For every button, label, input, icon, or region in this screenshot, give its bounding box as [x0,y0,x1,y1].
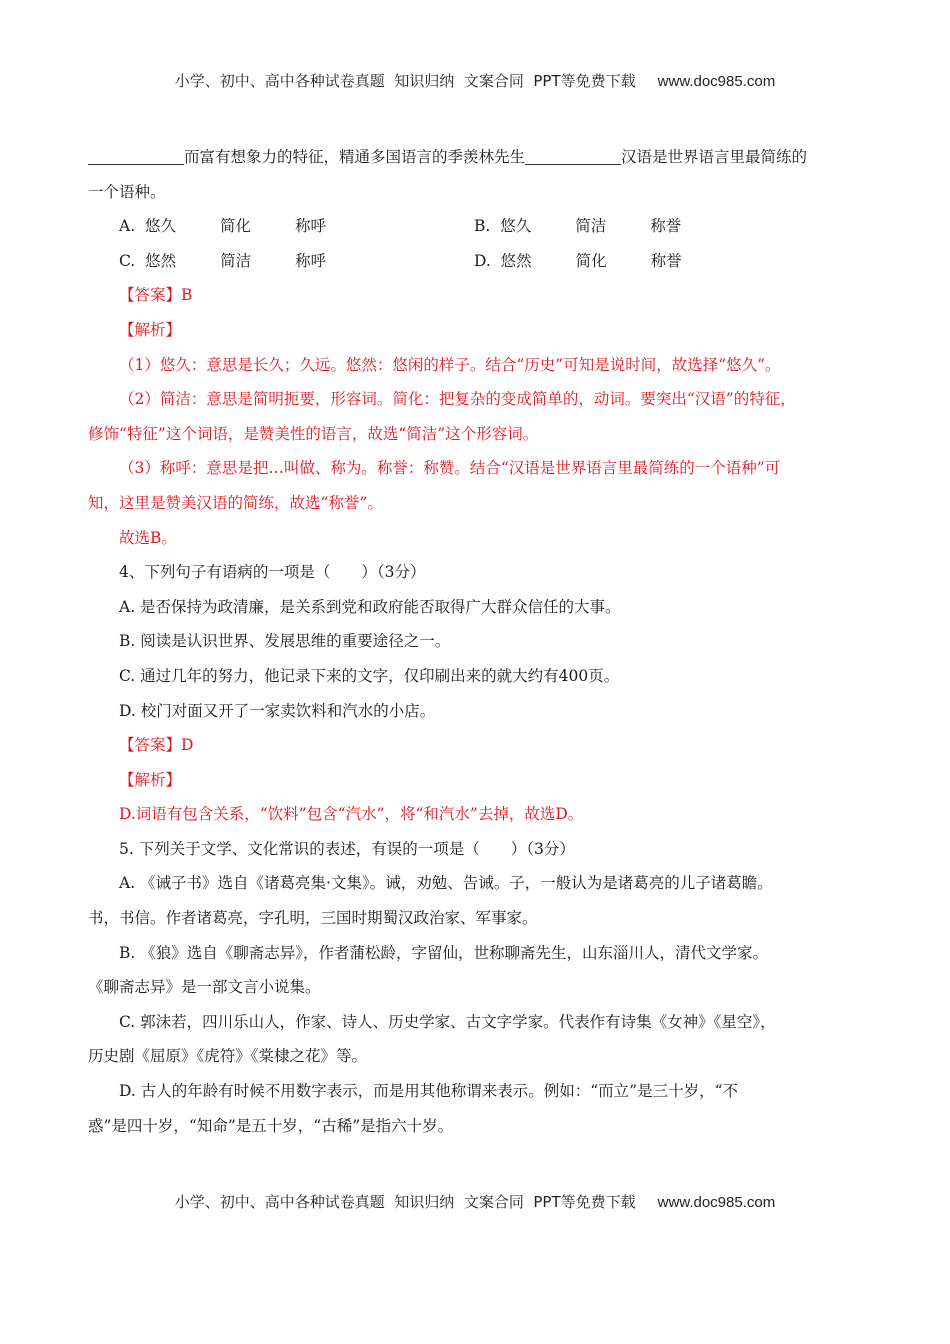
q5-option-a-line2: 书，书信。作者诸葛亮，字孔明，三国时期蜀汉政治家、军事家。 [88,909,538,928]
q3-conclusion: 故选B。 [119,528,177,547]
page-header [0,70,950,91]
q4-option-d: D. 校门对面又开了一家卖饮料和汽水的小店。 [119,701,436,720]
q5-option-d-line2: 惑”是四十岁，“知命”是五十岁，“古稀”是指六十岁。 [88,1116,454,1135]
q5-option-c-line1: C. 郭沫若，四川乐山人，作家、诗人、历史学家、古文字学家。代表作有诗集《女神》《星空》， [119,1012,776,1031]
q5-stem: 5. 下列关于文学、文化常识的表述，有误的一项是（ ）（3分） [119,839,575,858]
q4-stem: 4、下列句子有语病的一项是（ ）（3分） [119,563,426,582]
q4-option-a: A. 是否保持为政清廉，是关系到党和政府能否取得广大群众信任的大事。 [119,597,621,616]
q4-option-b: B. 阅读是认识世界、发展思维的重要途径之一。 [119,632,451,651]
q3-option-d: D. 悠然 简化 称誉 [474,251,682,270]
q3-text-mid: 而富有想象力的特征，精通多国语言的季羡林先生 [184,148,526,166]
q5-option-a-line1: A. 《诫子书》选自《诸葛亮集·文集》。诫，劝勉、告诫。子，一般认为是诸葛亮的儿子诸葛瞻。 [119,874,773,893]
q3-line1 [88,140,863,175]
q3-explanation-3: 修饰“特征”这个词语，是赞美性的语言，故选“简洁”这个形容词。 [88,424,539,443]
q3-explanation-5: 知，这里是赞美汉语的简练，故选“称誉”。 [88,493,383,512]
q3-explanation-4: （3）称呼：意思是把…叫做、称为。称誉：称赞。结合“汉语是世界语言里最简练的一个语种”可 [119,459,781,478]
document-body [88,140,863,1143]
q3-answer: 【答案】B [119,286,193,305]
q4-explanation: D.词语有包含关系，“饮料”包含“汽水”，将“和汽水”去掉，故选D。 [119,805,584,824]
page-footer [0,1191,950,1212]
q4-analysis-tag: 【解析】 [119,770,182,789]
q3-text-end: 汉语是世界语言里最简练的 [621,148,808,166]
footer-site: www.doc985.com [657,1194,776,1211]
q3-option-c: C. 悠然 简洁 称呼 [119,251,327,270]
q3-options-row-2 [88,244,863,279]
q3-line2: 一个语种。 [88,182,166,201]
q5-option-c-line2: 历史剧《屈原》《虎符》《棠棣之花》等。 [88,1047,368,1066]
q5-option-d-line1: D. 古人的年龄有时候不用数字表示，而是用其他称谓来表示。例如：“而立”是三十岁，“不 [119,1082,739,1101]
q5-option-b-line1: B. 《狼》选自《聊斋志异》，作者蒲松龄，字留仙，世称聊斋先生，山东淄川人，清代文学家。 [119,943,768,962]
q4-option-c: C. 通过几年的努力，他记录下来的文字，仅印刷出来的就大约有400页。 [119,666,620,685]
q3-explanation-1: （1）悠久：意思是长久；久远。悠然：悠闲的样子。结合“历史”可知是说时间，故选择“悠久”。 [119,355,781,374]
q4-answer: 【答案】D [119,736,194,755]
q3-options-row-1 [88,209,863,244]
footer-text: 小学、初中、高中各种试卷真题 知识归纳 文案合同 PPT等免费下载 [174,1193,636,1211]
answer-blank-1 [88,146,184,165]
q3-option-a: A. 悠久 简化 称呼 [119,217,326,236]
q3-analysis-tag: 【解析】 [119,320,182,339]
header-site: www.doc985.com [657,73,776,90]
answer-blank-2 [525,146,621,165]
q5-option-b-line2: 《聊斋志异》是一部文言小说集。 [88,978,321,997]
header-text: 小学、初中、高中各种试卷真题 知识归纳 文案合同 PPT等免费下载 [174,72,636,90]
q3-option-b: B. 悠久 简洁 称誉 [474,217,682,236]
q3-explanation-2: （2）简洁：意思是简明扼要，形容词。简化：把复杂的变成简单的，动词。要突出“汉语”的特征， [119,390,796,409]
